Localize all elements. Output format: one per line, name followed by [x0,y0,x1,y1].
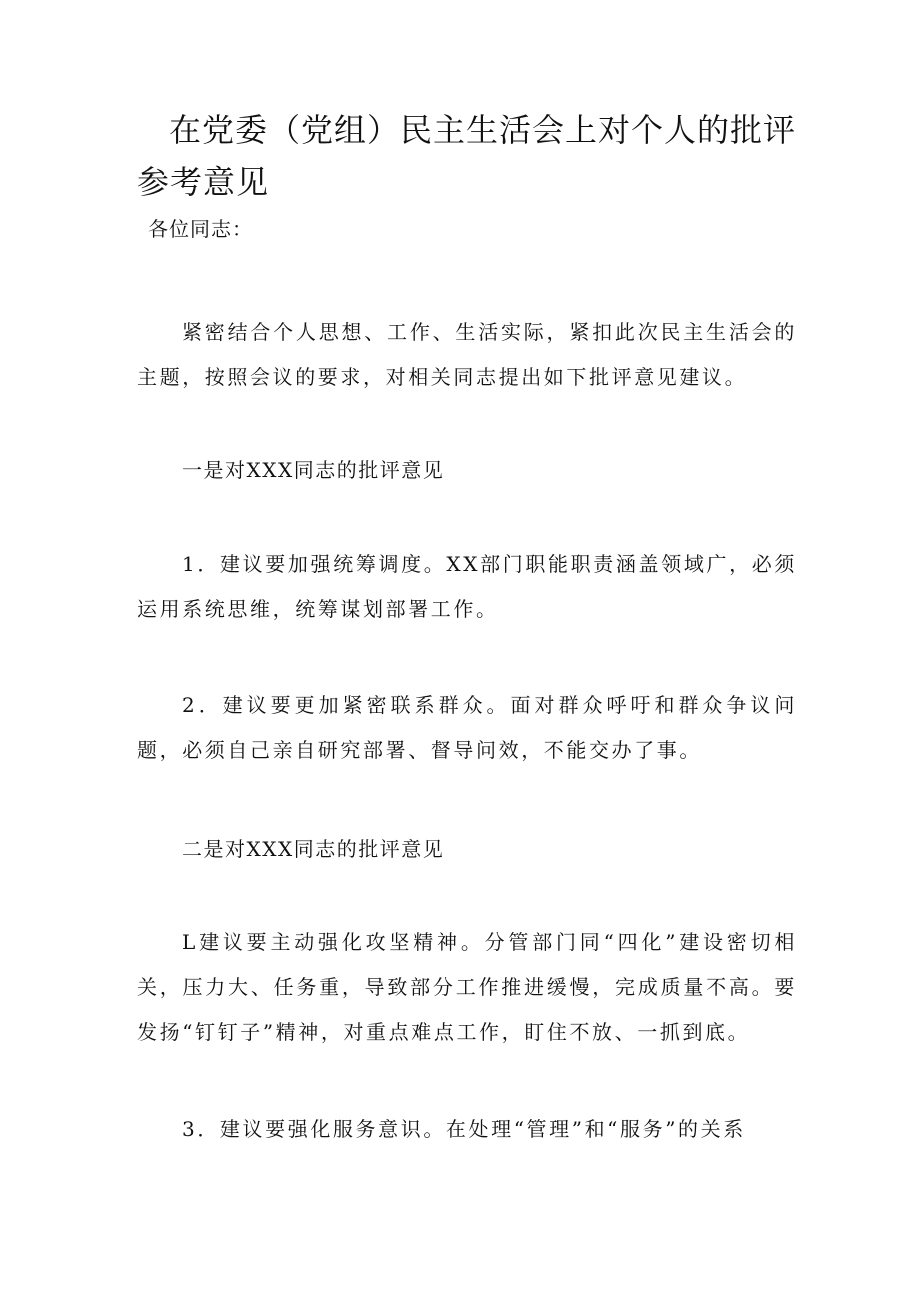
document-title: 在党委（党组）民主生活会上对个人的批评参考意见 [137,111,797,201]
suggestion-paragraph: 2．建议要更加紧密联系群众。面对群众呼吁和群众争议问题，必须自己亲自研究部署、督导问效，不能交办了事。 [137,693,797,762]
suggestion-paragraph: 1．建议要加强统筹调度。XX部门职能职责涵盖领域广，必须运用系统思维，统筹谋划部署工作。 [137,552,797,621]
section-heading-second: 二是对XXX同志的批评意见 [182,837,445,861]
intro-paragraph: 紧密结合个人思想、工作、生活实际，紧扣此次民主生活会的主题，按照会议的要求，对相关同志提出如下批评意见建议。 [137,320,797,389]
section-heading-first: 一是对XXX同志的批评意见 [182,458,445,482]
suggestion-paragraph: L建议要主动强化攻坚精神。分管部门同“四化”建设密切相关，压力大、任务重，导致部分工作推进缓慢，完成质量不高。要发扬“钉钉子”精神，对重点难点工作，盯住不放、一抓到底。 [137,930,797,1044]
suggestion-paragraph: 3．建议要强化服务意识。在处理“管理”和“服务”的关系 [182,1117,746,1141]
greeting-line: 各位同志： [148,217,253,241]
